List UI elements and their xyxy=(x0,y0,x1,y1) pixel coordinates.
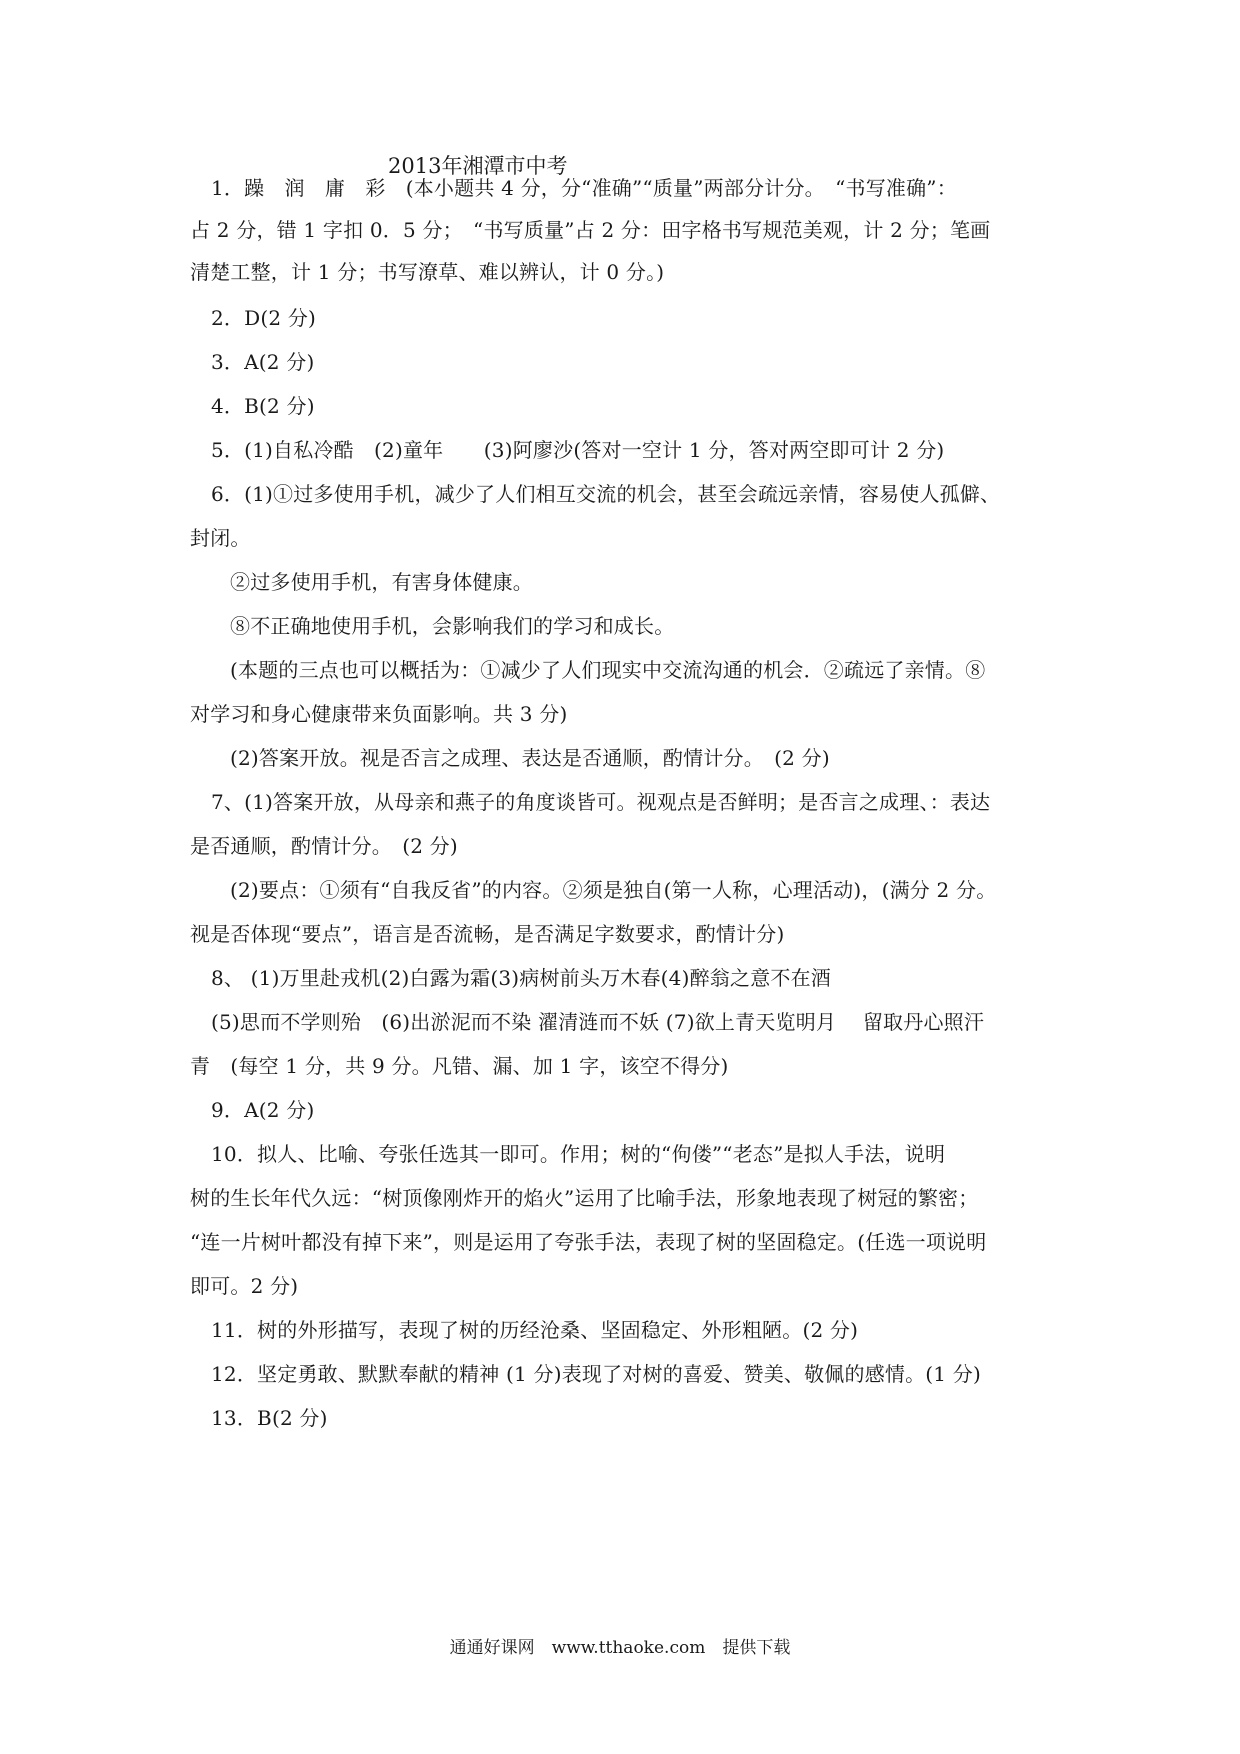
answer-line-25: “连一片树叶都没有掉下来”，则是运用了夸张手法，表现了树的坚固稳定。(任选一项说明 xyxy=(190,1230,987,1254)
answer-line-14: (2)答案开放。视是否言之成理、表达是否通顺，酌情计分。 (2 分) xyxy=(230,746,830,770)
answer-line-5: 3．A(2 分) xyxy=(211,350,315,374)
answer-line-23: 10．拟人、比喻、夸张任选其一即可。作用；树的“佝偻”“老态”是拟人手法，说明 xyxy=(211,1142,946,1166)
answer-line-6: 4．B(2 分) xyxy=(211,394,315,418)
answer-line-1: 1．躁 润 庸 彩 (本小题共 4 分，分“准确”“质量”两部分计分。 “书写准确”： xyxy=(211,176,957,200)
answer-line-22: 9．A(2 分) xyxy=(211,1098,315,1122)
answer-line-12: (本题的三点也可以概括为：①减少了人们现实中交流沟通的机会．②疏远了亲情。⑧ xyxy=(230,658,986,682)
answer-line-3: 清楚工整，计 1 分；书写潦草、难以辨认，计 0 分。) xyxy=(190,260,665,284)
answer-line-13: 对学习和身心健康带来负面影响。共 3 分) xyxy=(190,702,568,726)
answer-line-10: ②过多使用手机，有害身体健康。 xyxy=(230,570,533,594)
answer-line-15: 7、(1)答案开放，从母亲和燕子的角度谈皆可。视观点是否鲜明；是否言之成理、：表达 xyxy=(211,790,991,814)
answer-line-17: (2)要点：①须有“自我反省”的内容。②须是独自(第一人称，心理活动)，(满分 2 分。 xyxy=(230,878,997,902)
answer-line-2: 占 2 分，错 1 字扣 0．5 分； “书写质量”占 2 分：田字格书写规范美观，计 2 分；笔画 xyxy=(190,218,991,242)
answer-line-21: 青 (每空 1 分，共 9 分。凡错、漏、加 1 字，该空不得分) xyxy=(190,1054,729,1078)
answer-line-8: 6．(1)①过多使用手机，减少了人们相互交流的机会，甚至会疏远亲情，容易使人孤僻、 xyxy=(211,482,1001,506)
answer-line-18: 视是否体现“要点”，语言是否流畅，是否满足字数要求，酌情计分) xyxy=(190,922,785,946)
answer-line-20: (5)思而不学则殆 (6)出淤泥而不染 濯清涟而不妖 (7)欲上青天览明月 留取丹心照汗 xyxy=(211,1010,985,1034)
answer-line-9: 封闭。 xyxy=(190,526,251,550)
answer-line-7: 5．(1)自私冷酷 (2)童年 (3)阿廖沙(答对一空计 1 分，答对两空即可计 2 分) xyxy=(211,438,945,462)
answer-line-19: 8、 (1)万里赴戎机(2)白露为霜(3)病树前头万木春(4)醉翁之意不在酒 xyxy=(211,966,832,990)
document-title: 2013年湘潭市中考 xyxy=(388,154,568,178)
page-footer: 通通好课网 www.tthaoke.com 提供下载 xyxy=(449,1638,791,1658)
answer-line-27: 11．树的外形描写，表现了树的历经沧桑、坚固稳定、外形粗陋。(2 分) xyxy=(211,1318,859,1342)
answer-line-29: 13．B(2 分) xyxy=(211,1406,328,1430)
answer-line-26: 即可。2 分) xyxy=(190,1274,299,1298)
answer-line-28: 12．坚定勇敢、默默奉献的精神 (1 分)表现了对树的喜爱、赞美、敬佩的感情。(1 分) xyxy=(211,1362,981,1386)
answer-line-11: ⑧不正确地使用手机，会影响我们的学习和成长。 xyxy=(230,614,675,638)
answer-line-4: 2．D(2 分) xyxy=(211,306,317,330)
answer-line-16: 是否通顺，酌情计分。 (2 分) xyxy=(190,834,458,858)
answer-line-24: 树的生长年代久远：“树顶像刚炸开的焰火”运用了比喻手法，形象地表现了树冠的繁密； xyxy=(190,1186,979,1210)
